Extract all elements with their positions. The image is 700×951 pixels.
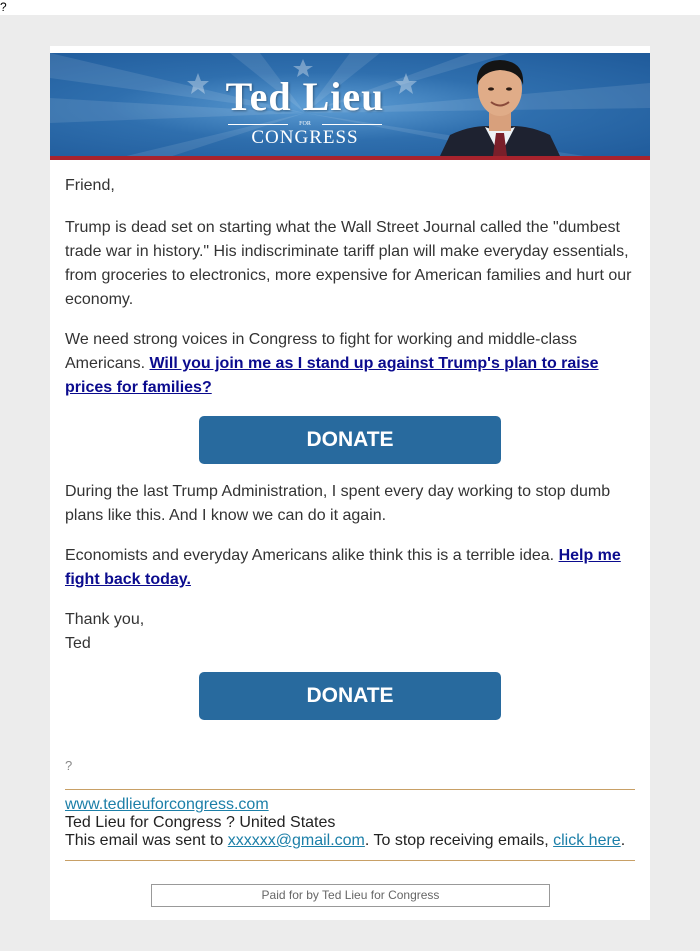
sent-prefix: This email was sent to bbox=[65, 832, 228, 849]
join-me-link[interactable]: Will you join me as I stand up against Trump's plan to raise prices for families? bbox=[65, 355, 599, 396]
footer bbox=[65, 796, 635, 850]
paragraph-strong-voices bbox=[65, 328, 637, 400]
signoff-thanks: Thank you, bbox=[65, 611, 145, 628]
paragraph-strong-voices-text: We need strong voices in Congress to fight for working and middle-class Americans. bbox=[65, 331, 577, 372]
logo-congress: CONGRESS bbox=[251, 127, 359, 148]
paid-for-disclaimer: Paid for by Ted Lieu for Congress bbox=[151, 884, 550, 907]
logo-divider-left bbox=[228, 124, 288, 125]
recipient-email-link[interactable]: xxxxxx@gmail.com bbox=[227, 832, 365, 849]
website-link[interactable]: www.tedlieuforcongress.com bbox=[65, 796, 269, 813]
signature: Ted bbox=[65, 635, 91, 652]
candidate-portrait bbox=[435, 55, 565, 156]
org-line: Ted Lieu for Congress ? United States bbox=[65, 814, 336, 831]
fight-back-link[interactable]: Help me fight back today. bbox=[65, 547, 621, 588]
top-marker: ? bbox=[0, 0, 7, 14]
header-banner bbox=[50, 53, 650, 160]
banner-stripe bbox=[50, 156, 650, 160]
email-card bbox=[50, 46, 650, 920]
donate-button-top[interactable]: DONATE bbox=[199, 416, 501, 464]
greeting: Friend, bbox=[65, 177, 115, 194]
sent-suffix: . bbox=[620, 832, 626, 849]
donate-button-bottom[interactable]: DONATE bbox=[199, 672, 501, 720]
footer-divider-bottom bbox=[65, 860, 635, 861]
unsubscribe-link[interactable]: click here bbox=[553, 832, 621, 849]
logo-for: FOR bbox=[299, 121, 311, 127]
footer-divider-top bbox=[65, 789, 635, 790]
logo-name: Ted Lieu bbox=[225, 74, 385, 119]
top-strip bbox=[0, 0, 700, 15]
signoff bbox=[65, 608, 637, 656]
logo-divider-right bbox=[322, 124, 382, 125]
footer-marker: ? bbox=[65, 758, 73, 773]
paragraph-economists bbox=[65, 544, 637, 592]
paragraph-economists-text: Economists and everyday Americans alike think this is a terrible idea. bbox=[65, 547, 559, 564]
paragraph-last-administration: During the last Trump Administration, I spent every day working to stop dumb plans like this. And I know we can do it again. bbox=[65, 483, 611, 524]
paragraph-tariffs: Trump is dead set on starting what the Wall Street Journal called the "dumbest trade war in history." His indiscriminate tariff plan will make everyday essentials, from groceries to electronics, more expensive for American families and hurt our economy. bbox=[65, 219, 632, 308]
sent-mid: . To stop receiving emails, bbox=[364, 832, 554, 849]
